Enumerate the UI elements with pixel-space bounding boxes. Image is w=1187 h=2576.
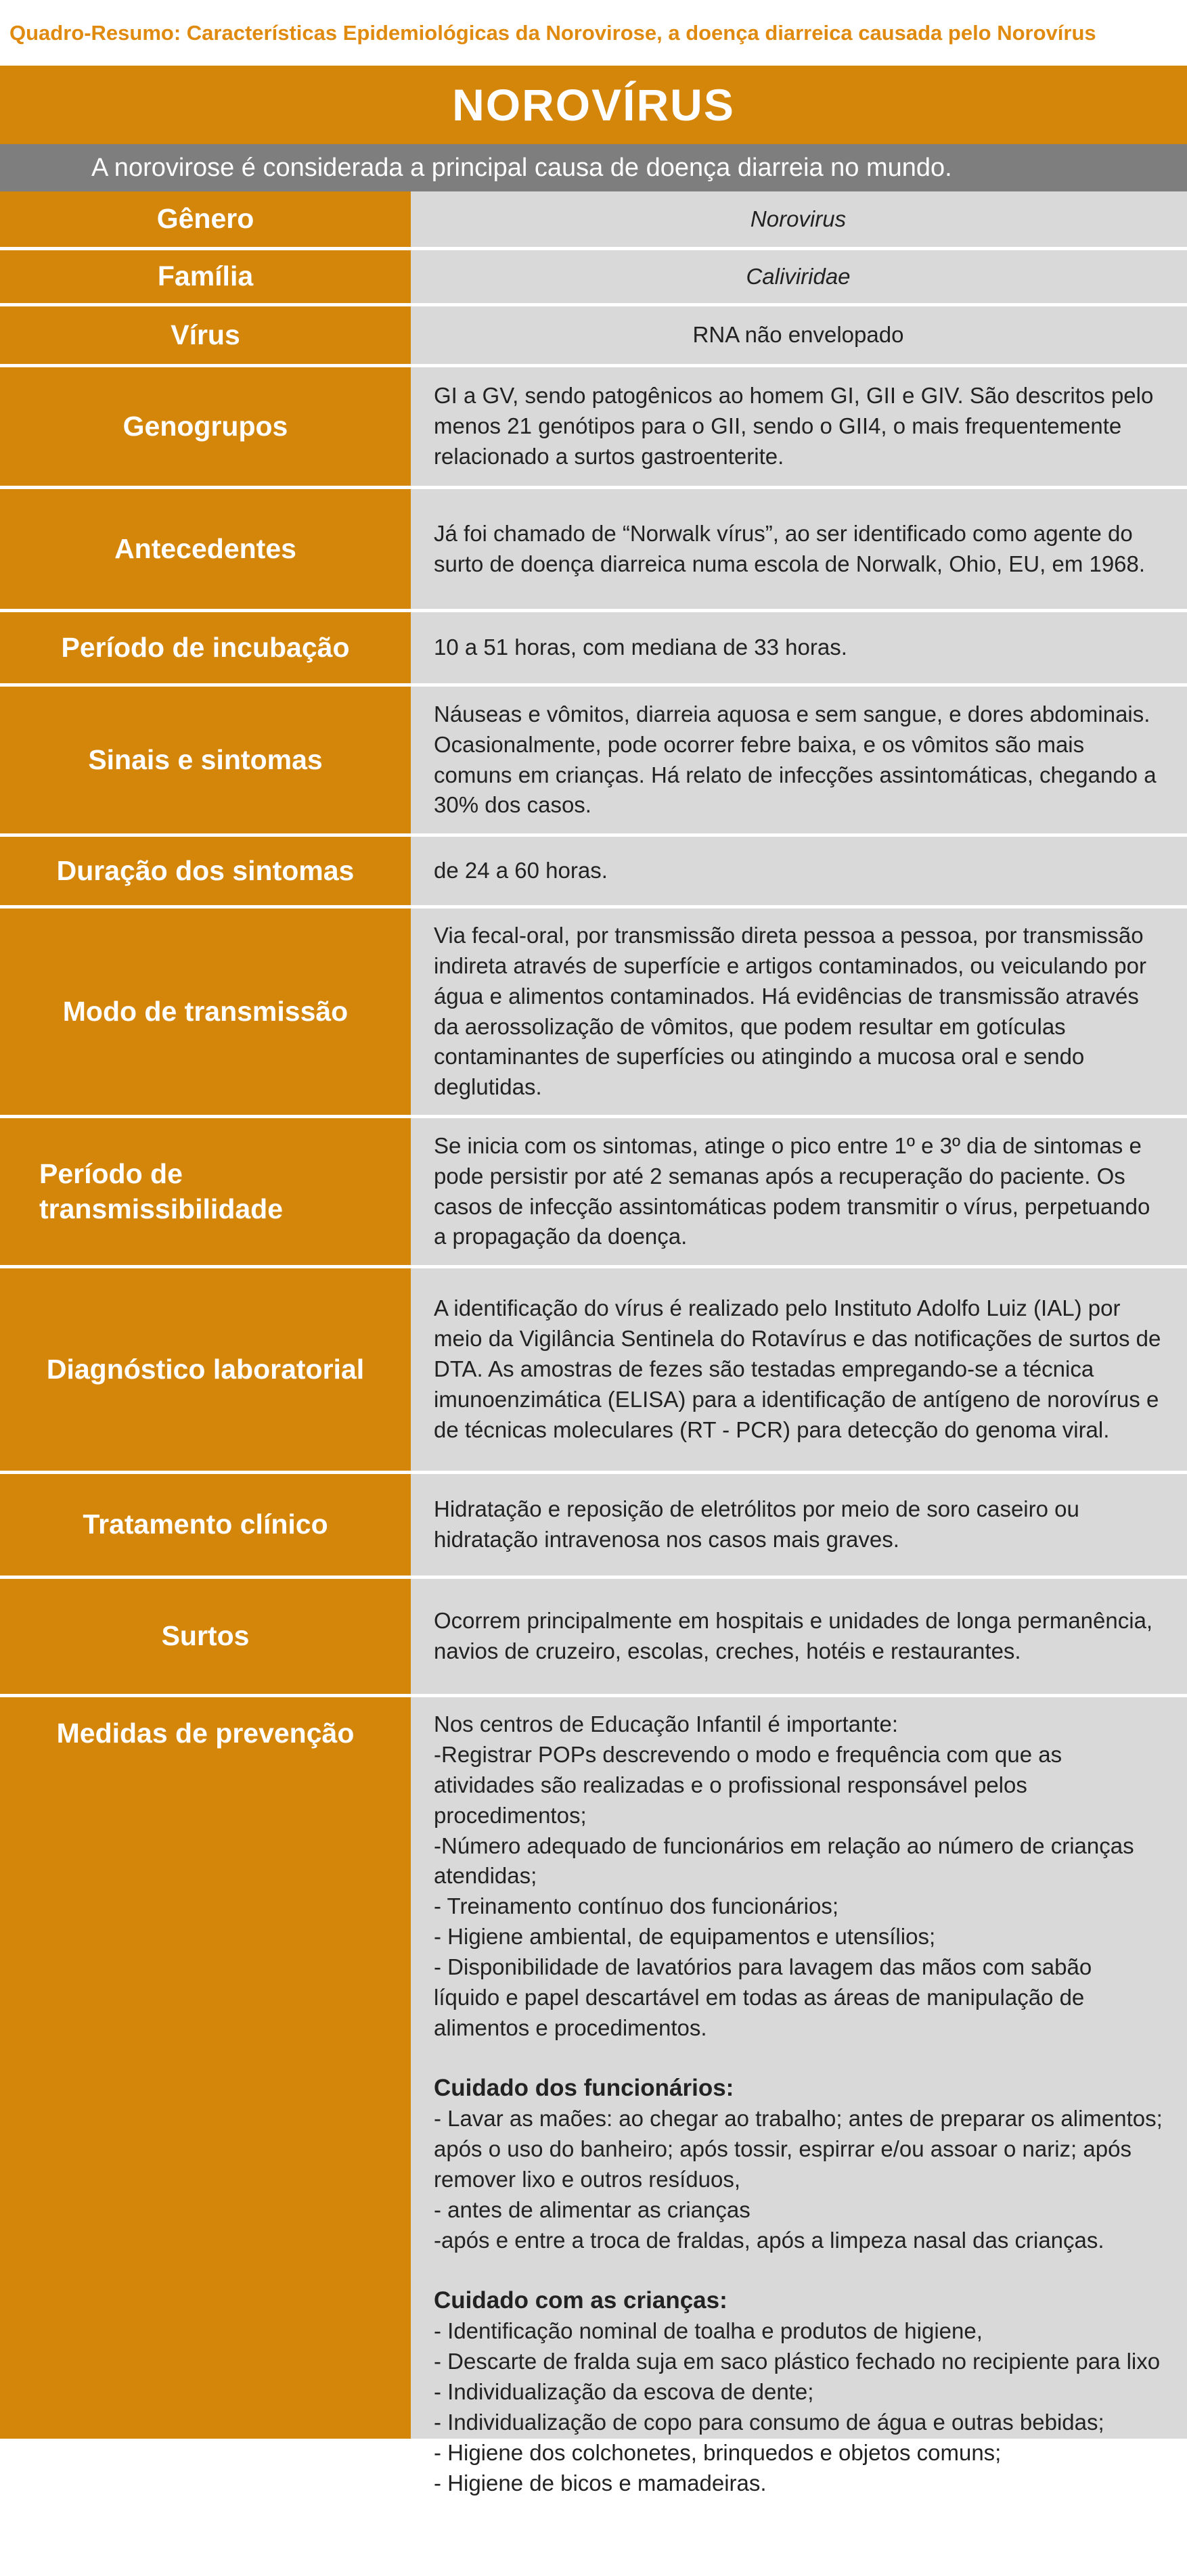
row-label: Tratamento clínico: [0, 1474, 411, 1576]
row-value: [411, 837, 1187, 905]
children-care-item: - Individualização de copo para consumo de água e outras bebidas;: [434, 2409, 1104, 2435]
row-value: [411, 1268, 1187, 1471]
prevention-line: - Treinamento contínuo dos funcionários;: [434, 1893, 839, 1919]
row-duracao-sintomas: [0, 837, 1187, 908]
staff-care-item: - antes de alimentar as crianças: [434, 2196, 751, 2222]
children-care-item: - Identificação nominal de toalha e produtos de higiene,: [434, 2318, 983, 2344]
norovirus-banner: NOROVÍRUS: [0, 66, 1187, 144]
row-value: [411, 367, 1187, 486]
row-value: [411, 1579, 1187, 1694]
row-genero: [0, 191, 1187, 250]
row-value: [411, 1697, 1187, 2496]
row-value-text: Se inicia com os sintomas, atinge o pico entre 1º e 3º dia de sintomas e pode persistir por até 2 semanas após a recuperação do paciente. Os casos de infecção assintomáticas podem transmitir o vírus, perpetuando a propagação da doença.: [434, 1132, 1150, 1249]
row-label: Vírus: [0, 306, 411, 364]
row-value: [411, 1474, 1187, 1576]
row-periodo-transmissibilidade: [0, 1118, 1187, 1268]
prevention-line: -Número adequado de funcionários em relação ao número de crianças atendidas;: [434, 1833, 1134, 1889]
children-care-item: - Higiene dos colchonetes, brinquedos e objetos comuns;: [434, 2439, 1002, 2465]
row-value: [411, 687, 1187, 833]
prevention-content: [434, 1709, 1163, 2498]
row-label: Surtos: [0, 1579, 411, 1694]
staff-care-item: - Lavar as maões: ao chegar ao trabalho; antes de preparar os alimentos; após o uso do banheiro; após tossir, espirrar e/ou assoar o nariz; após remover lixo e outros resíduos,: [434, 2106, 1163, 2192]
row-value: Norovirus: [411, 191, 1187, 247]
row-medidas-prevencao: [0, 1697, 1187, 2496]
row-value: Caliviridae: [411, 250, 1187, 303]
row-antecedentes: [0, 489, 1187, 612]
row-value-text: Náuseas e vômitos, diarreia aquosa e sem sangue, e dores abdominais. Ocasionalmente, pode ocorrer febre baixa, e os vômitos são mais comuns em crianças. Há relato de infecções assintomáticas, chegando a 30% dos casos.: [434, 701, 1157, 818]
prevention-line: Nos centros de Educação Infantil é importante:: [434, 1711, 899, 1736]
row-label: Genogrupos: [0, 367, 411, 486]
row-value: [411, 1118, 1187, 1265]
row-label: Modo de transmissão: [0, 908, 411, 1115]
row-value-text: de 24 a 60 horas.: [434, 858, 608, 883]
row-genogrupos: [0, 367, 1187, 489]
row-label: Medidas de prevenção: [0, 1697, 411, 2439]
page-title: Quadro-Resumo: Características Epidemiológicas da Norovirose, a doença diarreica causada pelo Norovírus: [9, 20, 1096, 45]
row-label: Período de transmissibilidade: [0, 1118, 411, 1265]
row-modo-transmissao: [0, 908, 1187, 1118]
row-tratamento-clinico: [0, 1474, 1187, 1579]
row-label: Família: [0, 250, 411, 303]
children-care-item: - Higiene de bicos e mamadeiras.: [434, 2470, 767, 2496]
row-label: Gênero: [0, 191, 411, 247]
children-care-item: - Individualização da escova de dente;: [434, 2378, 814, 2404]
row-virus: [0, 306, 1187, 367]
summary-table: [0, 191, 1187, 2496]
row-value-text: Ocorrem principalmente em hospitais e unidades de longa permanência, navios de cruzeiro, escolas, creches, hotéis e restaurantes.: [434, 1608, 1153, 1663]
row-value-text: 10 a 51 horas, com mediana de 33 horas.: [434, 635, 847, 660]
prevention-line: -Registrar POPs descrevendo o modo e frequência com que as atividades são realizadas e o profissional responsável pelos procedimentos;: [434, 1741, 1062, 1828]
row-value-text: Hidratação e reposição de eletrólitos por meio de soro caseiro ou hidratação intravenosa nos casos mais graves.: [434, 1496, 1079, 1552]
row-sinais-sintomas: [0, 687, 1187, 837]
row-value: [411, 612, 1187, 683]
children-care-item: - Descarte de fralda suja em saco plástico fechado no recipiente para lixo: [434, 2349, 1161, 2374]
subtitle-band: A norovirose é considerada a principal causa de doença diarreia no mundo.: [0, 144, 1187, 191]
row-label: Período de incubação: [0, 612, 411, 683]
row-label: Diagnóstico laboratorial: [0, 1268, 411, 1471]
row-label: Sinais e sintomas: [0, 687, 411, 833]
row-value: [411, 489, 1187, 609]
row-periodo-incubacao: [0, 612, 1187, 687]
row-value: RNA não envelopado: [411, 306, 1187, 364]
prevention-line: - Disponibilidade de lavatórios para lavagem das mãos com sabão líquido e papel descartável em todas as áreas de manipulação de alimentos e procedimentos.: [434, 1954, 1092, 2040]
row-value: [411, 908, 1187, 1115]
row-surtos: [0, 1579, 1187, 1697]
row-value-text: Já foi chamado de “Norwalk vírus”, ao ser identificado como agente do surto de doença diarreica numa escola de Norwalk, Ohio, EU, em 1968.: [434, 520, 1146, 576]
staff-care-heading: Cuidado dos funcionários:: [434, 2074, 734, 2101]
row-label: Antecedentes: [0, 489, 411, 609]
prevention-line: - Higiene ambiental, de equipamentos e utensílios;: [434, 1924, 936, 1950]
row-familia: [0, 250, 1187, 306]
staff-care-item: -após e entre a troca de fraldas, após a limpeza nasal das crianças.: [434, 2227, 1104, 2253]
row-value-text: GI a GV, sendo patogênicos ao homem GI, GII e GIV. São descritos pelo menos 21 genótipos para o GII, sendo o GII4, o mais frequentemente relacionado a surtos gastroenterite.: [434, 383, 1154, 469]
children-care-heading: Cuidado com as crianças:: [434, 2286, 727, 2314]
row-value-text: A identificação do vírus é realizado pelo Instituto Adolfo Luiz (IAL) por meio da Vigilância Sentinela do Rotavírus e das notificações de surtos de DTA. As amostras de fezes são testadas empregando-se a técnica imunoenzimática (ELISA) para a identificação de antígeno de norovírus e de técnicas moleculares (RT - PCR) para detecção do genoma viral.: [434, 1295, 1161, 1442]
row-diagnostico-laboratorial: [0, 1268, 1187, 1474]
row-label: Duração dos sintomas: [0, 837, 411, 905]
row-value-text: Via fecal-oral, por transmissão direta pessoa a pessoa, por transmissão indireta através de superfície e artigos contaminados, ou veiculando por água e alimentos contaminados. Há evidências de transmissão através da aerossolização de vômitos, que podem resultar em gotículas contaminantes de superfícies ou atingindo a mucosa oral e sendo deglutidas.: [434, 922, 1146, 1100]
